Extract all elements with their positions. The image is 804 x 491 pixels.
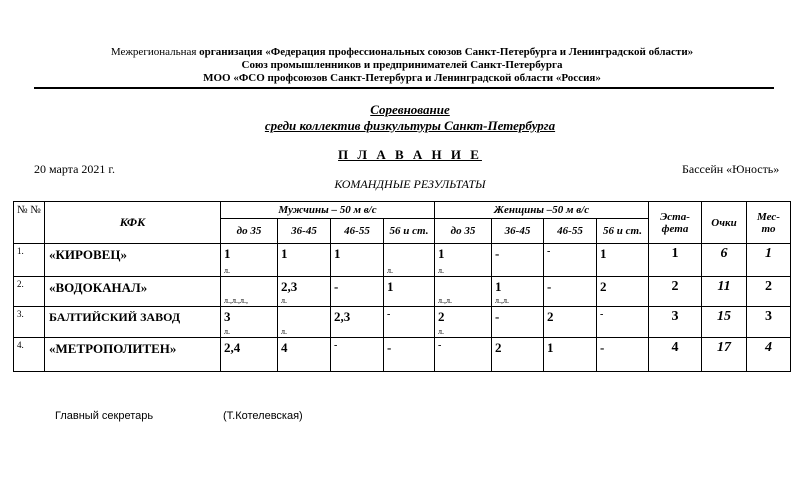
relay-value: 1 bbox=[649, 244, 702, 277]
result-value: 2 bbox=[547, 309, 554, 324]
secretary-name: (Т.Котелевская) bbox=[223, 410, 303, 422]
result-note: л.,л. bbox=[438, 296, 452, 305]
result-cell bbox=[544, 338, 597, 372]
points-value: 15 bbox=[702, 307, 747, 338]
table-row bbox=[14, 244, 791, 277]
place-header: Мес-то bbox=[747, 202, 791, 244]
team-name: «МЕТРОПОЛИТЕН» bbox=[45, 338, 221, 372]
result-cell bbox=[597, 338, 649, 372]
age-group-header: до 35 bbox=[435, 219, 492, 244]
row-number: 3. bbox=[14, 307, 45, 338]
table-row bbox=[14, 307, 791, 338]
result-value: - bbox=[438, 340, 442, 351]
result-cell bbox=[221, 338, 278, 372]
result-value: 2 bbox=[495, 340, 502, 355]
result-value: 1 bbox=[438, 246, 445, 261]
age-group-header: до 35 bbox=[221, 219, 278, 244]
relay-value: 4 bbox=[649, 338, 702, 372]
result-value: 2,4 bbox=[224, 340, 241, 355]
result-value: 2,3 bbox=[281, 279, 298, 294]
result-cell bbox=[331, 277, 384, 307]
event-venue: Бассейн «Юность» bbox=[682, 162, 780, 176]
result-cell bbox=[492, 307, 544, 338]
result-cell bbox=[435, 277, 492, 307]
result-cell bbox=[544, 307, 597, 338]
result-cell bbox=[278, 307, 331, 338]
result-cell bbox=[278, 277, 331, 307]
table-row bbox=[14, 277, 791, 307]
result-cell bbox=[384, 277, 435, 307]
title-sport: П Л А В А Н И Е bbox=[338, 147, 482, 162]
result-value: - bbox=[334, 279, 339, 294]
result-note: л.,л.,л., bbox=[224, 296, 248, 305]
team-name: «КИРОВЕЦ» bbox=[45, 244, 221, 277]
result-value: 1 bbox=[547, 340, 554, 355]
result-note: л. bbox=[438, 327, 444, 336]
points-value: 11 bbox=[702, 277, 747, 307]
result-value: - bbox=[387, 309, 391, 320]
result-cell bbox=[435, 338, 492, 372]
result-value: - bbox=[387, 340, 392, 355]
men-group-header: Мужчины – 50 м в/с bbox=[221, 202, 435, 219]
results-caption: КОМАНДНЫЕ РЕЗУЛЬТАТЫ bbox=[334, 177, 486, 191]
row-number: 4. bbox=[14, 338, 45, 372]
result-note: л. bbox=[387, 266, 393, 275]
result-value: - bbox=[334, 340, 338, 351]
points-header: Очки bbox=[702, 202, 747, 244]
result-cell bbox=[597, 307, 649, 338]
result-value: - bbox=[600, 309, 604, 320]
row-number: 2. bbox=[14, 277, 45, 307]
title-competition: Соревнование bbox=[370, 102, 450, 117]
result-cell bbox=[597, 244, 649, 277]
age-group-header: 36-45 bbox=[278, 219, 331, 244]
age-group-header: 56 и ст. bbox=[597, 219, 649, 244]
header-org-bold: организация «Федерация профессиональных союзов Санкт-Петербурга и Ленинградской области» bbox=[199, 46, 694, 58]
result-note: л. bbox=[438, 266, 444, 275]
results-table bbox=[13, 201, 791, 372]
result-cell bbox=[221, 244, 278, 277]
header-divider bbox=[34, 87, 774, 89]
header-org-prefix: Межрегиональная bbox=[110, 46, 200, 58]
result-value: - bbox=[547, 279, 552, 294]
event-date: 20 марта 2021 г. bbox=[34, 162, 115, 176]
result-value: 1 bbox=[334, 246, 341, 261]
relay-value: 2 bbox=[649, 277, 702, 307]
result-value: 3 bbox=[224, 309, 231, 324]
result-cell bbox=[544, 277, 597, 307]
result-cell bbox=[384, 338, 435, 372]
points-value: 17 bbox=[702, 338, 747, 372]
table-header-row-1 bbox=[14, 202, 791, 219]
age-group-header: 46-55 bbox=[331, 219, 384, 244]
women-group-header: Женщины –50 м в/с bbox=[435, 202, 649, 219]
result-cell bbox=[278, 244, 331, 277]
result-cell bbox=[221, 307, 278, 338]
result-note: л. bbox=[281, 327, 287, 336]
result-cell bbox=[435, 307, 492, 338]
result-value: 4 bbox=[281, 340, 288, 355]
title-subtitle: среди коллектив физкультуры Санкт-Петербурга bbox=[264, 118, 556, 133]
age-group-header: 46-55 bbox=[544, 219, 597, 244]
header-org-line-2: Союз промышленников и предпринимателей Санкт-Петербурга bbox=[241, 59, 563, 71]
result-cell bbox=[492, 338, 544, 372]
place-value: 3 bbox=[747, 307, 791, 338]
result-value: 1 bbox=[224, 246, 231, 261]
team-name: «ВОДОКАНАЛ» bbox=[45, 277, 221, 307]
result-cell bbox=[597, 277, 649, 307]
place-value: 2 bbox=[747, 277, 791, 307]
result-cell bbox=[384, 244, 435, 277]
place-value: 4 bbox=[747, 338, 791, 372]
secretary-role: Главный секретарь bbox=[55, 410, 154, 422]
result-note: л. bbox=[281, 296, 287, 305]
result-cell bbox=[492, 277, 544, 307]
result-cell bbox=[221, 277, 278, 307]
result-value: 2,3 bbox=[334, 309, 351, 324]
result-cell bbox=[331, 244, 384, 277]
col-kfk-header: КФК bbox=[45, 202, 221, 244]
result-value: 1 bbox=[600, 246, 607, 261]
result-value: - bbox=[600, 340, 605, 355]
result-value: 1 bbox=[281, 246, 288, 261]
relay-header: Эста-фета bbox=[649, 202, 702, 244]
row-number: 1. bbox=[14, 244, 45, 277]
points-value: 6 bbox=[702, 244, 747, 277]
result-value: 1 bbox=[495, 279, 502, 294]
result-note: л. bbox=[224, 266, 230, 275]
result-cell bbox=[278, 338, 331, 372]
header-org-line-3: МОО «ФСО профсоюзов Санкт-Петербурга и Ленинградской области «Россия» bbox=[203, 72, 601, 84]
result-cell bbox=[331, 307, 384, 338]
result-cell bbox=[384, 307, 435, 338]
result-cell bbox=[435, 244, 492, 277]
result-value: - bbox=[547, 246, 551, 257]
place-value: 1 bbox=[747, 244, 791, 277]
col-num-header: № № bbox=[14, 202, 45, 244]
result-cell bbox=[492, 244, 544, 277]
table-row bbox=[14, 338, 791, 372]
age-group-header: 36-45 bbox=[492, 219, 544, 244]
result-note: л. bbox=[224, 327, 230, 336]
result-value: 1 bbox=[387, 279, 394, 294]
result-note: л.,л. bbox=[495, 296, 509, 305]
team-name: БАЛТИЙСКИЙ ЗАВОД bbox=[45, 307, 221, 338]
result-cell bbox=[331, 338, 384, 372]
relay-value: 3 bbox=[649, 307, 702, 338]
result-cell bbox=[544, 244, 597, 277]
age-group-header: 56 и ст. bbox=[384, 219, 435, 244]
result-value: - bbox=[495, 246, 500, 261]
result-value: 2 bbox=[600, 279, 607, 294]
result-value: - bbox=[495, 309, 500, 324]
header-org-line-1 bbox=[0, 46, 804, 59]
result-value: 2 bbox=[438, 309, 445, 324]
